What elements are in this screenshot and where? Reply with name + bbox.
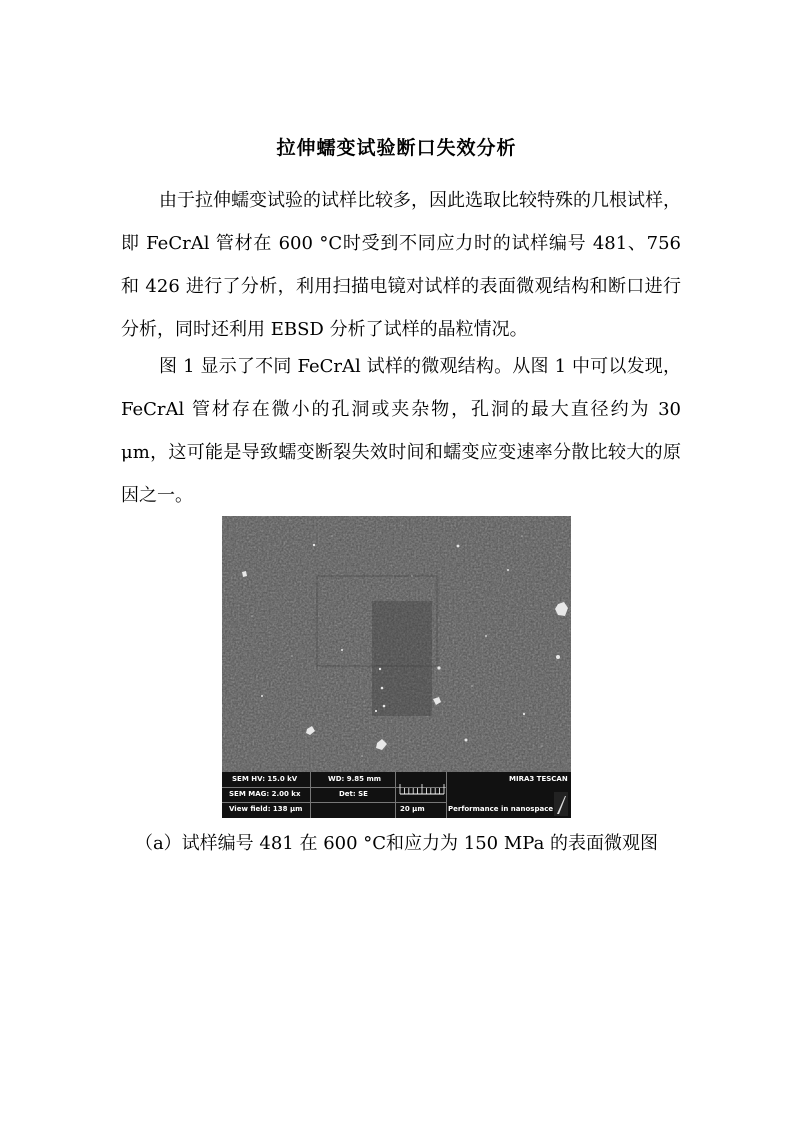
working-distance-label: WD: 9.85 mm	[328, 775, 382, 783]
sem-image	[222, 516, 571, 772]
sem-mag-label: SEM MAG: 2.00 kx	[229, 790, 301, 798]
sem-info-bar	[222, 772, 571, 818]
tescan-logo-icon	[554, 792, 568, 816]
detector-label: Det: SE	[339, 790, 368, 798]
instrument-label: MIRA3 TESCAN	[509, 775, 568, 783]
sem-hv-label: SEM HV: 15.0 kV	[232, 775, 298, 783]
scale-label: 20 μm	[400, 805, 425, 813]
view-field-label: View field: 138 μm	[229, 805, 303, 813]
paragraph-1: 由于拉伸蠕变试验的试样比较多，因此选取比较特殊的几根试样，即 FeCrAl 管材在 600 °C时受到不同应力时的试样编号 481、756 和 426 进行了分析，利用扫描电镜对试样的表面微观结构和断口进行分析，同时还利用 EBSD 分析了试样的晶粒情况。	[121, 190, 681, 340]
figure-caption: （a）试样编号 481 在 600 °C和应力为 150 MPa 的表面微观图	[134, 833, 659, 854]
scale-bar	[398, 774, 446, 798]
sem-micrograph	[222, 516, 571, 818]
page-title: 拉伸蠕变试验断口失效分析	[276, 137, 517, 159]
tagline-label: Performance in nanospace	[448, 805, 554, 813]
paragraph-2: 图 1 显示了不同 FeCrAl 试样的微观结构。从图 1 中可以发现，FeCrAl 管材存在微小的孔洞或夹杂物，孔洞的最大直径约为 30 μm，这可能是导致蠕变断裂失效时间和蠕变应变速率分散比较大的原因之一。	[121, 356, 681, 506]
